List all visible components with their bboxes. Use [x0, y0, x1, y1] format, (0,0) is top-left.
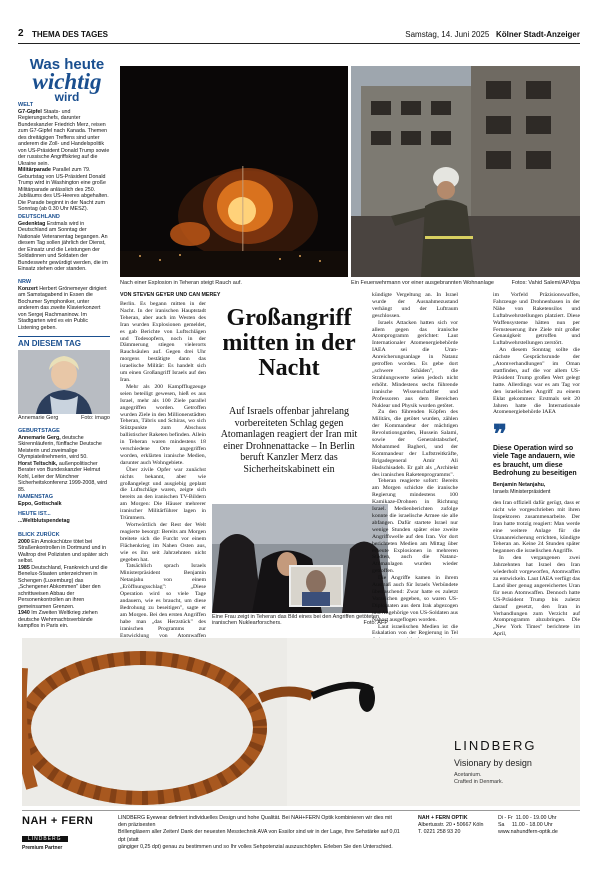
- blick-label: BLICK ZURÜCK: [18, 532, 60, 538]
- ad-body-2: Brillengläsern aller Zeiten! Dank der neuesten Messtechnik AVA von Essilor sind wir in der Lage, Ihre Sehstärke auf 0,01 dpt (statt: [118, 829, 400, 843]
- header-rule: [18, 43, 580, 44]
- col1-p3: Über zivile Opfer war zunächst nichts bekannt, aber wie großangelegt und ausgiebig geplant die Luftschläge waren, zeigte sich bereits an den iranischen TV-Bildern am Morgen: Die Häuser mehrerer iranischer Militärführer lagen in Trümmern.: [120, 466, 206, 522]
- sidebar-title: [22, 58, 112, 103]
- blick1-year: 2000: [18, 538, 30, 545]
- col1-p1: Berlin. Es begann mitten in der Nacht. In der iranischen Hauptstadt Teheran, aber auch im Westen des Iran wurden Explosionen gemeldet, es gab Berichte von Luftschlägen und Todesopfern, noch in der Dämmerung stiegen vielerorts Rauchsäulen auf. Gegen drei Uhr morgens bestätigte dann das israelische Militär: Es handelt sich um einen Großangriff Israels auf den Iran.: [120, 301, 206, 383]
- namenstag-label: NAMENSTAG: [18, 494, 54, 500]
- g7-label: G7-Gipfel: [18, 108, 42, 115]
- col3-p2: An diesem Sonntag sollte die nächste Gesprächsrunde der „Atomverhandlungen" im Oman stattfinden, auf die vor allem US-Präsident Trump großen Wert gelegt hatte. Allerdings war es am Tag vor den israelischen Angriff zu einem Eklat gekommen: Erstmals seit 20 Jahren hatte die Internationale Atomenergiebehörde IAEA: [493, 347, 580, 416]
- firefighter-photo: [351, 66, 580, 277]
- portrait-credit: Foto: imago: [80, 415, 110, 421]
- issue-date: Samstag, 14. Juni 2025: [405, 30, 490, 39]
- col1-p4: Wortwörtlich der Rest der Welt reagierte besorgt: Bereits am Morgen breitete sich die Furcht vor einem Flächenkrieg im Nahen Osten aus, wie es ihn seit Jahrzehnten nicht gegeben hat.: [120, 522, 206, 563]
- col2-p1: kündigte Vergeltung an. In Israel wurde der Ausnahmezustand verhängt und der Luftraum geschlossen.: [372, 292, 458, 319]
- col2-p6: Laut israelischen Medien ist die Eskalation von der Regierung in Tel: [372, 623, 458, 637]
- quote-author: Benjamin Netanjahu,: [493, 482, 546, 489]
- ad-tagline: Visionary by design: [454, 758, 532, 768]
- pull-quote: [493, 420, 583, 495]
- ad-hours-1: [498, 815, 582, 822]
- col2-p5: Die Angriffe kamen in ihrem Ausmaß auch für Israels Verbündete überraschend: Zwar hatte es zuletzt Vorzeichen gegeben, so waren US-Diplomaten aus dem Irak abgezogen und Angehörige von US-Soldaten aus Nahost ausgeflogen worden.: [372, 575, 458, 623]
- gedenktag-label: Gedenktag: [18, 220, 46, 227]
- portrait-name: Annemarie Gerg: [18, 415, 59, 421]
- ad-hours: [498, 815, 582, 837]
- protest-photo: [212, 504, 388, 613]
- col2-p3: Zu den führenden Köpfen des Militärs, die getötet wurden, zählen der Kommandeur der mächtigen Revolutionsgarden, Hussein Salami, sowie der Generalstabschef, Mohammed Bagheri, und der Kommandeur der Luftstreitkräfte, Brigadegeneral Amir Ali Hadschisadeh. Er galt als „Architekt des iranischen Raketenprogramms".: [372, 409, 458, 478]
- photo3-credit: Foto: AFP: [363, 620, 388, 626]
- ad-divider: [22, 810, 580, 811]
- quote-source: [493, 482, 583, 495]
- ad-body-text: [118, 815, 400, 851]
- ad-hours-2-time: 11.00 - 18.00 Uhr: [511, 822, 553, 829]
- advertisement-image: [22, 638, 580, 806]
- ad-address-3: T. 0221 258 93 20: [418, 829, 461, 836]
- quote-mark-icon: ❞: [493, 420, 507, 449]
- sidebar-title-line2: wichtig: [32, 69, 102, 94]
- newspaper-name: Kölner Stadt-Anzeiger: [495, 30, 580, 39]
- ad-hours-2: [498, 822, 582, 829]
- ad-address-2: Albertusstr. 20 • 50667 Köln: [418, 822, 484, 829]
- ad-body-3: gängiger 0,25 dpt) genau zu bestimmen und so Ihr volles Sehpotenzial auszuschöpfen. Erleben Sie den Unterschied.: [118, 843, 393, 850]
- shop-name: NAH + FERN: [22, 815, 94, 827]
- ad-hours-1-days: Di - Fr: [498, 815, 513, 821]
- sidebar-welt: [18, 102, 110, 213]
- quote-role: Israels Ministerpräsident: [493, 488, 551, 495]
- heute-text: ...Weltblutspendetag: [18, 517, 70, 524]
- geb1-name: Annemarie Gerg,: [18, 434, 61, 441]
- namenstag-text: Eppo, Gottschalk: [18, 500, 62, 507]
- photo3-caption-row: [212, 614, 388, 626]
- article-headline: Großangriff mitten in der Nacht: [222, 305, 356, 381]
- col2-p4: Teheran reagierte sofort: Bereits am Morgen schickte die iranische Regierung mindestens 100 Kamikaze-Drohnen in Richtung Israel. Medienberichten zufolge konnte die israelische Armee sie alle abfangen. Dafür startete Israel nur wenige Stunden später eine zweite Angriffswelle auf den Iran. Vor dort berichteten Medien am Mittag über erneute Explosionen in mehreren Städten, auch die Natanz-Atomanlagen wurden wieder getroffen.: [372, 478, 458, 575]
- photo2-credit: Fotos: Vahid Salemi/AP/dpa: [511, 280, 580, 286]
- ad-body-1: LINDBERG Eyewear definiert individuelles Design und hohe Qualität. Bei NAH+FERN Optik kombinieren wir dies mit den präzisesten: [118, 815, 392, 829]
- ad-hours-1-time: 11.00 - 19.00 Uhr: [515, 815, 557, 821]
- sidebar-geburtstage: [18, 428, 110, 493]
- photo2-caption: Ein Feuerwehrmann vor einer ausgebrannten Wohnanlage: [351, 280, 494, 286]
- firefighter-illustration: [351, 66, 580, 277]
- article-col-4: [493, 500, 580, 638]
- geb2-text: außenpolitischer Berater von Bundeskanzler Helmut Kohl, Leiter der Münchner Sicherheitskonferenz 1999-2008, wird 85.: [18, 460, 107, 493]
- welt-label: WELT: [18, 102, 34, 108]
- sidebar-title-line3: wird: [54, 90, 80, 104]
- parade-text: Parallel zum 79. Geburtstag von US-Präsident Donald Trump wird in Washington eine große Militärparade anlässlich des 250. Jubiläums des US-Heeres abgehalten. Die Parade beginnt in der Nacht zum Sonntag (ab 0.30 Uhr MESZ).: [18, 167, 109, 212]
- ad-address-1: NAH + FERN OPTIK: [418, 815, 468, 821]
- blick2-year: 1985: [18, 564, 30, 571]
- article-byline: VON STEVEN GEYER UND CAN MEREY: [120, 292, 221, 298]
- ad-address: [418, 815, 498, 837]
- photo1-caption: Nach einer Explosion in Teheran steigt Rauch auf.: [120, 280, 242, 286]
- portrait-photo: [18, 350, 110, 414]
- sidebar-nrw: [18, 279, 110, 331]
- blick1-text: Ein Amokschütze tötet bei Straßenkontrollen in Dortmund und in Waltrop drei Polizisten und später sich selbst.: [18, 538, 108, 564]
- dateline: [405, 30, 580, 39]
- page-header: [18, 28, 580, 42]
- sidebar-namenstag: [18, 494, 110, 507]
- ad-web: www.nahundfern-optik.de: [498, 829, 558, 836]
- col4-p2: In den vergangenen zwei Jahrzehnten hat Israel den Iran wiederholt vorgeworfen, Atomwaffen zu entwickeln. Laut IAEA verfügt das Land über genug angereichertes Uran für neun Atomwaffen. Dennoch hatte US-Präsident Trump bis zuletzt darauf gesetzt, den Iran in Verhandlungen zum Verzicht auf Atomprogramm abzubringen. Die „New York Times" berichtete im April,: [493, 555, 580, 638]
- sidebar-title-line1: Was heute: [29, 56, 105, 73]
- protest-illustration: [212, 504, 388, 613]
- quote-text: Diese Operation wird so viele Tage andauern, wie es braucht, um diese Bedrohung zu beseitigen: [493, 445, 577, 477]
- explosion-illustration: [120, 66, 348, 277]
- col4-p1: den Iran offiziell dafür gerügt, dass er nicht wie vorgeschrieben mit ihren Inspektoren zusammenarbeite. Der Iran hatte trotzig reagiert: Man werde eine weitere Anlage für die Urananreicherung errichten, kündigte Teheran an. Keine 24 Stunden später begannen die israelischen Angriffe.: [493, 500, 580, 555]
- col3-p1: im Vorfeld Präzisionswaffen, Fahrzeuge und Drohnenbasen in der Nähe von Raketensilos und Luftabwehrstellungen platziert. Diese Waffensysteme hätten nun per Fernsteuerung ihre Ziele mit großer Genauigkeit getroffen und Luftabwehrstellungen zerstört.: [493, 292, 580, 347]
- article-col-2: [372, 292, 458, 665]
- sidebar-blick-zurueck: [18, 532, 110, 630]
- article-col-1: [120, 301, 206, 667]
- nrw-label: NRW: [18, 279, 32, 285]
- blick3-year: 1940: [18, 610, 30, 616]
- ad-product-1: Acetanium.: [454, 772, 482, 778]
- heute-label: HEUTE IST...: [18, 511, 51, 517]
- parade-label: Militärparade: [18, 167, 51, 173]
- ad-hours-2-days: Sa: [498, 822, 505, 829]
- shop-sub-text: Premium Partner: [22, 845, 63, 851]
- col1-p5: Tatsächlich sprach Israels Ministerpräsident Benjamin Netanjahu von einem „Eröffnungsschlag": „Diese Operation wird so viele Tage andauern, wie es braucht, um diese Bedrohung zu beseitigen", sagte er am Morgen. Bei den ersten Angriffen habe man „das Herzstück" des iranischen Programms zur Entwicklung von Atomwaffen: [120, 563, 206, 639]
- photo2-caption-row: [351, 280, 580, 286]
- page-number: 2: [18, 28, 24, 39]
- konzert-text: Herbert Grönemeyer dirigiert am Samstagabend in Essen die Bochumer Symphoniker, unter anderem das zweite Klavierkonzert von Sergej Rachmaninow. Im Stadtgarten wird es ein Public Listening geben.: [18, 285, 107, 331]
- photo3-caption: Eine Frau zeigt in Teheran das Bild eines bei den Angriffen getöteten iranischen Nuklearforschers.: [212, 614, 380, 626]
- ad-brand-logo: LINDBERG: [454, 738, 537, 753]
- sidebar-heute-ist: [18, 511, 110, 524]
- geb-label: GEBURTSTAGE: [18, 428, 60, 434]
- konzert-label: Konzert: [18, 285, 38, 292]
- ad-product-info: [454, 772, 503, 786]
- ad-product-2: Crafted in Denmark.: [454, 779, 504, 785]
- portrait-illustration: [18, 350, 110, 414]
- blick2-text: Deutschland, Frankreich und die Benelux-Staaten unterzeichnen in Schengen (Luxemburg) das „Schengener Abkommen" über den schrittweisen Abbau der Personenkontrollen an ihren gemeinsamen Grenzen.: [18, 564, 108, 610]
- g7-text: Staats- und Regierungschefs, darunter Bundeskanzler Friedrich Merz, reisen zum G7-Gipfel nach Kanada. Themen des dreitägigen Treffens sind unter anderem die Zoll- und Handelspolitik von US-Präsident Donald Trump sowie der russische Angriffskrieg auf die Ukraine sein.: [18, 108, 110, 167]
- portrait-caption: [18, 415, 110, 421]
- gedenktag-text: Erstmals wird in Deutschland am Sonntag der Nationale Veteranentag begangen. An diesem Tag sollen jährlich der Dienst, der Einsatz und die Leistungen der Soldatinnen und Soldaten der Bundeswehr gewürdigt werden, die im Einsatz stehen oder standen.: [18, 220, 108, 272]
- blick3-text: Im Zweiten Weltkrieg ziehen deutsche Wehrmachtsverbände kampflos in Paris ein.: [18, 610, 98, 629]
- am-diesem-tag-heading: AN DIESEM TAG: [18, 336, 110, 351]
- article-subhead: Auf Israels offenbar jahrelang vorbereiteten Schlag gegen Atomanlagen reagiert der Iran mit einer Drohnenattacke – In Berlin beruft Kanzler Merz das Sicherheitskabinett ein: [220, 406, 358, 475]
- explosion-photo: [120, 66, 348, 277]
- col2-p2: Israels Attacken hatten sich vor allem gegen das iranische Atomprogramm gerichtet: Laut Internationaler Atomenergiebehörde IAEA sei die Uran-Anreicherungsanlage in Natanz getroffen worden. Es gebe dort „schwere Schäden", die Strahlungswerte seien jedoch nicht erhöht. Mindestens sechs führende iranische Wissenschaftler und Professoren aus dem Bereichen Nuklear und Physik wurden getötet.: [372, 319, 458, 409]
- geb2-name: Horst Teltschik,: [18, 460, 58, 467]
- de-label: DEUTSCHLAND: [18, 214, 60, 220]
- shop-sub-badge: LINDBERG: [22, 836, 68, 842]
- sidebar-deutschland: [18, 214, 110, 273]
- geb1-text: deutsche Skirennläuferin, fünffache Deutsche Meisterin und zweimalige Olympiateilnehmerin, wird 50.: [18, 434, 102, 460]
- ad-shop-logo: [22, 815, 110, 851]
- article-col-3: [493, 292, 580, 416]
- section-title: THEMA DES TAGES: [32, 30, 109, 39]
- col1-p2: Mehr als 200 Kampfflugzeuge seien beteiligt gewesen, hieß es aus Israel, mehr als 100 Ziele parallel angegriffen worden. Getroffen wurden Ziele in den Millionenstädten Teheran, Täbris und Schiras, wo sich Stützpunkte zum Abschuss ballistischer Raketen befinden. Allein in Teheran waren mindestens 18 verschiedene Orte angegriffen worden, erklärten iranische Medien, darunter auch Wohngebiete.: [120, 383, 206, 466]
